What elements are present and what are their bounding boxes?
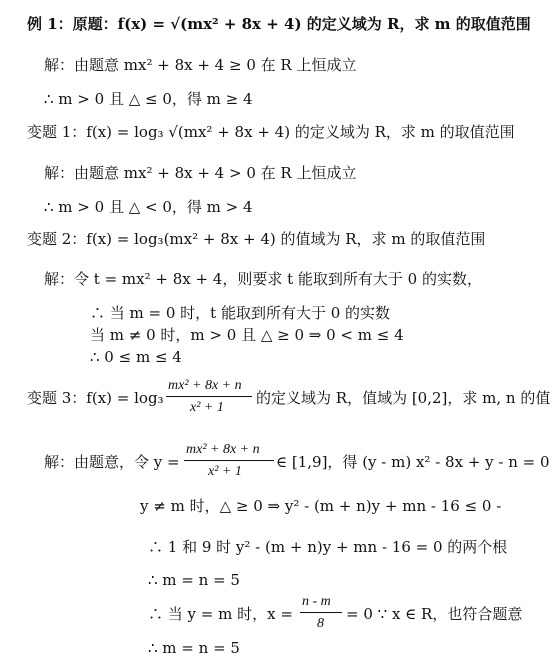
variant-1-solution-line-2: ∴ m > 0 且 △ < 0，得 m > 4 xyxy=(44,198,253,216)
variant-2-solution-line-1: 解：令 t = mx² + 8x + 4，则要求 t 能取到所有大于 0 的实数， xyxy=(44,270,482,288)
variant-3-solution-numerator: mx² + 8x + n xyxy=(186,442,260,457)
variant-3-solution-suffix: ∈ [1,9]，得 (y - m) x² - 8x + y - n = 0 xyxy=(276,453,550,471)
variant-3-heading-suffix: 的定义域为 R，值域为 [0,2]，求 m, n 的值 xyxy=(256,389,551,407)
example-1-solution-line-2: ∴ m > 0 且 △ ≤ 0，得 m ≥ 4 xyxy=(44,90,253,108)
variant-2-solution-line-4: ∴ 0 ≤ m ≤ 4 xyxy=(90,348,182,366)
variant-3-solution-line-5-suffix: = 0 ∵ x ∈ R，也符合题意 xyxy=(346,605,523,623)
variant-3-fraction-bar xyxy=(166,396,252,397)
variant-3-line-5-denominator: 8 xyxy=(317,616,324,631)
example-1-solution-line-1: 解：由题意 mx² + 8x + 4 ≥ 0 在 R 上恒成立 xyxy=(44,56,357,74)
variant-3-fraction-numerator: mx² + 8x + n xyxy=(168,378,242,393)
variant-3-conclusion: ∴ m = n = 5 xyxy=(148,639,240,657)
example-1-heading: 例 1：原题：f(x) = √(mx² + 8x + 4) 的定义域为 R，求 m 的取值范围 xyxy=(27,15,531,33)
variant-3-solution-denominator: x² + 1 xyxy=(208,464,242,479)
variant-1-solution-line-1: 解：由题意 mx² + 8x + 4 > 0 在 R 上恒成立 xyxy=(44,164,357,182)
variant-3-solution-line-2: y ≠ m 时，△ ≥ 0 ⇒ y² - (m + n)y + mn - 16 ≤ 0 - xyxy=(140,497,502,515)
variant-3-solution-line-3: ∴ 1 和 9 时 y² - (m + n)y + mn - 16 = 0 的两个根 xyxy=(148,538,508,556)
variant-3-solution-line-4: ∴ m = n = 5 xyxy=(148,571,240,589)
variant-2-solution-line-3: 当 m ≠ 0 时，m > 0 且 △ ≥ 0 ⇒ 0 < m ≤ 4 xyxy=(90,326,404,344)
variant-3-solution-line-5-prefix: ∴ 当 y = m 时，x = xyxy=(148,605,293,623)
variant-3-line-5-fraction-bar xyxy=(300,612,342,613)
variant-3-heading-prefix: 变题 3：f(x) = log₃ xyxy=(27,389,164,407)
variant-1-heading: 变题 1：f(x) = log₃ √(mx² + 8x + 4) 的定义域为 R，求 m 的取值范围 xyxy=(27,123,515,141)
variant-3-solution-prefix: 解：由题意，令 y = xyxy=(44,453,180,471)
variant-2-heading: 变题 2：f(x) = log₃(mx² + 8x + 4) 的值域为 R，求 m 的取值范围 xyxy=(27,230,486,248)
variant-3-solution-fraction-bar xyxy=(184,460,274,461)
variant-2-solution-line-2: ∴ 当 m = 0 时，t 能取到所有大于 0 的实数 xyxy=(90,304,391,322)
variant-3-fraction-denominator: x² + 1 xyxy=(190,400,224,415)
variant-3-line-5-numerator: n - m xyxy=(302,594,331,609)
